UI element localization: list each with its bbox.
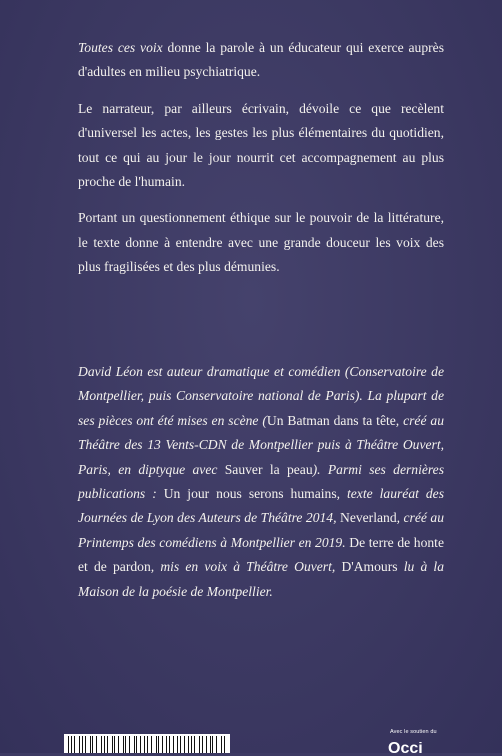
barcode-bar	[136, 736, 137, 753]
work-title: De terre de honte et de pardon	[78, 535, 444, 574]
work-title: Neverland	[340, 510, 397, 525]
barcode-bar	[169, 736, 170, 753]
work-title: Un Batman dans ta tête	[267, 413, 396, 428]
bio-text: , mis en voix à Théâtre Ouvert,	[151, 559, 342, 574]
support-label: Avec le soutien du	[390, 729, 460, 735]
barcode-bar	[125, 736, 126, 753]
book-blurb	[78, 36, 444, 292]
barcode-bar	[202, 736, 203, 753]
barcode-bar	[96, 736, 97, 753]
barcode-bar	[118, 736, 119, 753]
barcode-bar	[177, 736, 178, 753]
barcode-bar	[184, 736, 185, 753]
blurb-paragraph-3: Portant un questionnement éthique sur le pouvoir de la littérature, le texte donne à entendre avec une grande douceur les voix des plus fragilisées et des plus démunies.	[78, 206, 444, 279]
bio-text: , créé au Printemps des comédiens à Montpellier en 2019.	[78, 510, 444, 549]
work-title: D'Amours	[341, 559, 397, 574]
barcode-bar	[101, 736, 102, 753]
sponsor-logo: Occi	[388, 742, 448, 756]
barcode	[64, 734, 230, 753]
blurb-paragraph-1	[78, 36, 444, 85]
work-title: Sauver la peau	[225, 462, 313, 477]
bio-text: David Léon est auteur dramatique et comédien (Conservatoire de Montpellier, puis Conservatoire national de Paris). La plupart de ses pièces ont été mises en scène (	[78, 364, 444, 428]
barcode-bar	[221, 736, 222, 753]
blurb-text: donne la parole à un éducateur qui exerce auprès d'adultes en milieu psychiatrique.	[78, 40, 444, 79]
bio-text: , texte lauréat des Journées de Lyon des Auteurs de Théâtre 2014,	[78, 486, 444, 525]
bio-text: lu à la Maison de la poésie de Montpellier.	[78, 559, 444, 598]
barcode-bar	[147, 736, 148, 753]
work-title: Un jour nous serons humains	[164, 486, 337, 501]
barcode-bar	[144, 736, 145, 753]
bio-text: , créé au Théâtre des 13 Vents-CDN de Montpellier puis à Théâtre Ouvert, Paris, en diptyque avec	[78, 413, 444, 477]
bio-paragraph	[78, 360, 444, 604]
book-title: Toutes ces voix	[78, 40, 163, 55]
blurb-paragraph-2: Le narrateur, par ailleurs écrivain, dévoile ce que recèlent d'universel les actes, les gestes les plus élémentaires du quotidien, tout ce qui au jour le jour nourrit cet accompagnement au plus proche de l'humain.	[78, 97, 444, 195]
bio-text: ). Parmi ses dernières publications :	[78, 462, 444, 501]
barcode-bar	[79, 736, 80, 753]
author-bio	[78, 360, 444, 604]
barcode-bar	[212, 736, 213, 753]
barcode-bar	[158, 736, 159, 753]
barcode-bar	[194, 736, 195, 753]
barcode-bar	[85, 736, 86, 753]
barcode-bar	[112, 736, 113, 753]
barcode-bar	[68, 736, 69, 753]
